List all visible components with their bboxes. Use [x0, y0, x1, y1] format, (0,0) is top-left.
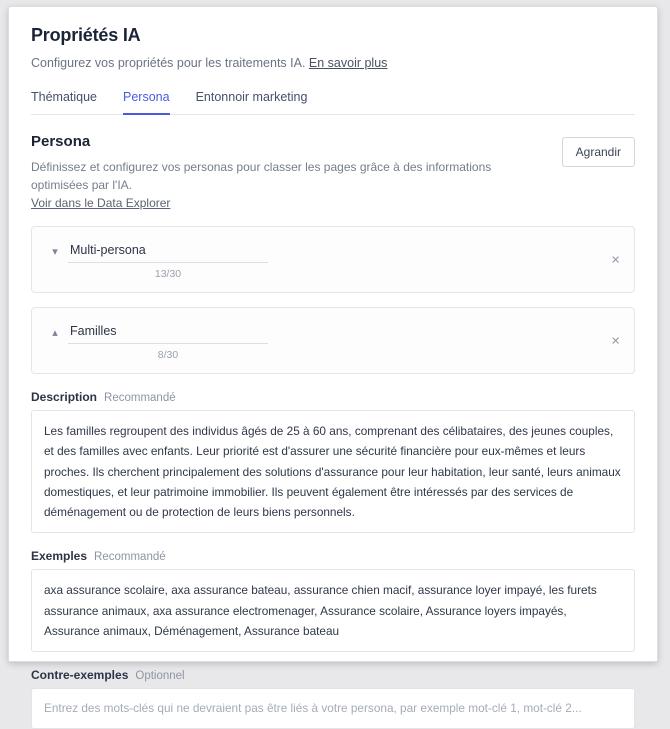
section-header	[31, 133, 635, 212]
persona-name-input[interactable]	[68, 318, 268, 344]
section-title: Persona	[31, 133, 91, 150]
counter-examples-hint: Optionnel	[135, 670, 185, 683]
close-icon[interactable]: ×	[611, 251, 620, 268]
expand-button[interactable]: Agrandir	[562, 137, 635, 167]
page-title: Propriétés IA	[31, 25, 141, 45]
examples-label-row	[31, 549, 635, 563]
tab-entonnoir-marketing[interactable]: Entonnoir marketing	[195, 90, 308, 104]
persona-card-multi-persona	[31, 226, 635, 293]
persona-card-header	[46, 237, 620, 280]
examples-label: Exemples	[31, 549, 88, 564]
ai-properties-window	[8, 6, 658, 716]
learn-more-link[interactable]: En savoir plus	[308, 56, 388, 70]
persona-name-wrap	[68, 237, 268, 280]
description-textarea[interactable]: Les familles regroupent des individus âgés de 25 à 60 ans, comprenant des célibataires, des jeunes couples, et des familles avec enfants. Leur priorité est d'assurer une sécurité financière pour eux-mêmes et leurs proches. Ils cherchent principalement des solutions d'assurance pour leur habitation, leur santé, leurs animaux domestiques, et leur patrimoine immobilier. Ils peuvent également être intéressés par des services de déménagement ou de protection de leurs biens personnels.	[31, 410, 635, 533]
persona-name-wrap	[68, 318, 268, 361]
data-explorer-link[interactable]: Voir dans le Data Explorer	[31, 196, 171, 210]
persona-card-header	[46, 318, 620, 361]
page-subtitle	[31, 56, 635, 70]
examples-textarea[interactable]: axa assurance scolaire, axa assurance bateau, assurance chien macif, assurance loyer impayé, les furets assurance animaux, axa assurance electromenager, Assurance scolaire, Assurance loyers impayés, Assurance animaux, Déménagement, Assurance bateau	[31, 569, 635, 652]
persona-card-familles	[31, 307, 635, 374]
description-label: Description	[31, 390, 98, 404]
tab-thematique[interactable]: Thématique	[31, 90, 98, 104]
counter-examples-label-row	[31, 668, 635, 682]
close-icon[interactable]: ×	[611, 332, 620, 349]
persona-name-input[interactable]	[68, 237, 268, 263]
examples-hint: Recommandé	[94, 551, 166, 564]
tab-bar	[31, 90, 635, 115]
persona-name-counter: 8/30	[157, 349, 179, 361]
section-description: Définissez et configurez vos personas pour classer les pages grâce à des informations optimisées par l'IA.	[31, 160, 492, 192]
page-subtitle-text: Configurez vos propriétés pour les traitements IA.	[31, 56, 309, 70]
tab-persona[interactable]: Persona	[123, 90, 170, 115]
persona-name-counter: 13/30	[154, 268, 182, 280]
chevron-down-icon[interactable]: ▾	[52, 246, 58, 258]
page-content	[9, 7, 657, 729]
description-hint: Recommandé	[104, 392, 176, 404]
section-header-text	[31, 133, 551, 212]
description-label-row	[31, 390, 635, 404]
counter-examples-label: Contre-exemples	[31, 668, 129, 683]
counter-examples-input[interactable]: Entrez des mots-clés qui ne devraient pas être liés à votre persona, par exemple mot-clé 1, mot-clé 2...	[31, 688, 635, 729]
chevron-up-icon[interactable]: ▴	[52, 327, 58, 339]
bottom-fade	[9, 655, 657, 661]
